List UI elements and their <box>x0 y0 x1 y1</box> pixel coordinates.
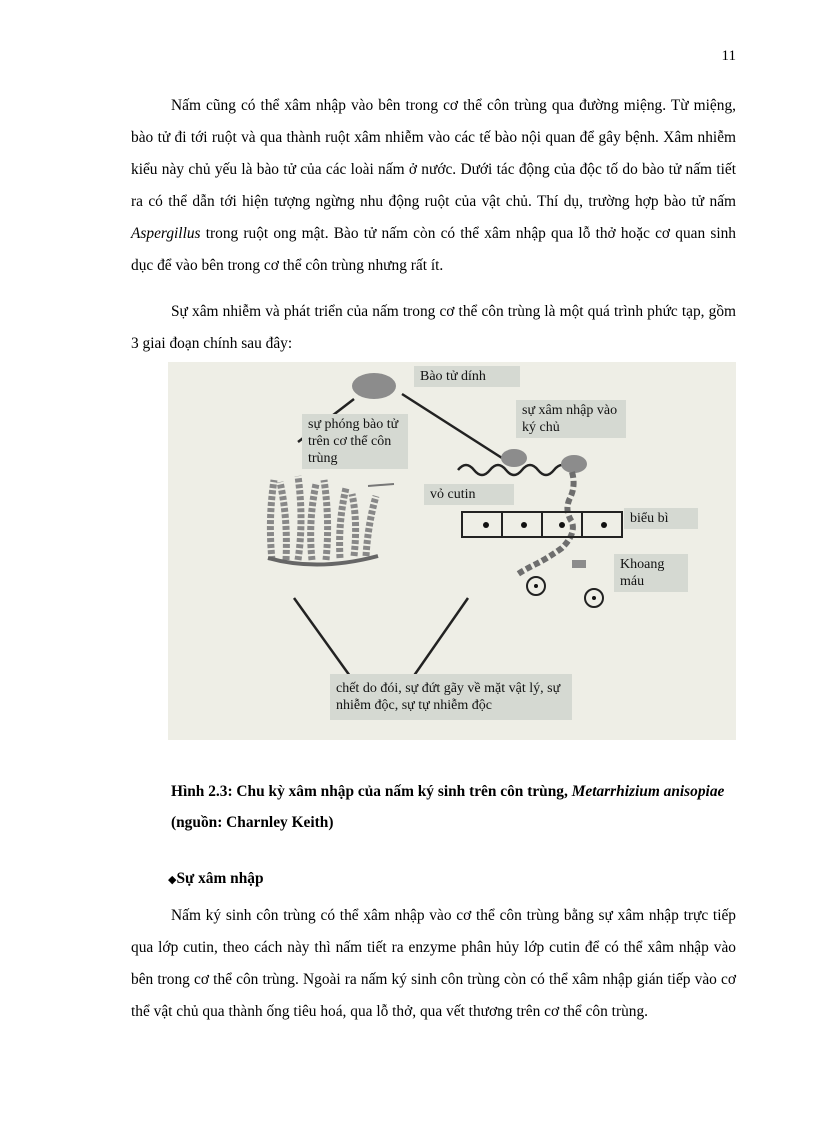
label-hemocoel: Khoang máu <box>614 554 688 592</box>
section-heading-text: Sự xâm nhập <box>176 870 264 887</box>
cell-nucleus <box>483 522 489 528</box>
germinating-spore <box>501 449 527 467</box>
paragraph-penetration: Nấm ký sinh côn trùng có thể xâm nhập vào cơ thể côn trùng bằng sự xâm nhập trực tiếp qua lớp cutin, theo cách này thì nấm tiết ra enzyme phân hủy lớp cutin để có thể xâm nhập vào bên trong cơ thể côn trùng. Ngoài ra nấm ký sinh côn trùng còn có thể xâm nhập gián tiếp vào cơ thể vật chủ qua thành ống tiêu hoá, qua lỗ thở, qua vết thương trên cơ thể côn trùng. <box>131 907 736 1020</box>
genus-name: Aspergillus <box>131 225 201 242</box>
label-penetration: sự xâm nhập vào ký chủ <box>516 400 626 438</box>
label-epidermis: biểu bì <box>624 508 698 529</box>
figure-caption <box>131 776 736 838</box>
blood-cell-nucleus <box>534 584 538 588</box>
diamond-bullet-icon: ◆ <box>168 874 177 886</box>
blood-cell-nucleus <box>592 596 596 600</box>
paragraph-text: Nấm cũng có thể xâm nhập vào bên trong cơ thể côn trùng qua đường miệng. Từ miệng, bào tử đi tới ruột và qua thành ruột xâm nhiễm vào các tế bào nội quan để gây bệnh. Xâm nhiễm kiểu này chủ yếu là bào tử của các loài nấm ở nước. Dưới tác động của độc tố do bào tử nấm tiết ra có thể dẫn tới hiện tượng ngừng nhu động ruột của vật chủ. Thí dụ, trường hợp bào tử nấm <box>131 97 736 210</box>
surface-marker <box>368 484 394 486</box>
spore-shape <box>352 373 396 399</box>
cycle-line-right-top <box>402 394 502 458</box>
penetrating-hypha <box>518 472 574 574</box>
cell-nucleus <box>521 522 527 528</box>
paragraph-infection-stages: Sự xâm nhiễm và phát triển của nấm trong cơ thể côn trùng là một quá trình phức tạp, gồm 3 giai đoạn chính sau đây: <box>131 303 736 352</box>
infection-cycle-figure <box>168 362 736 740</box>
caption-species: Metarrhizium anisopiae <box>571 783 725 800</box>
appressorium <box>561 455 587 473</box>
conidiophore-cluster <box>270 476 376 560</box>
section-heading <box>168 870 264 888</box>
cell-nucleus <box>559 522 565 528</box>
caption-source: (nguồn: Charnley Keith) <box>171 814 334 831</box>
label-sporulation: sự phóng bào tử trên cơ thể côn trùng <box>302 414 408 469</box>
label-spore: Bào tử dính <box>414 366 520 387</box>
paragraph-text: trong ruột ong mật. Bào tử nấm còn có thể xâm nhập qua lỗ thở hoặc cơ quan sinh dục để vào bên trong cơ thể côn trùng nhưng rất ít. <box>131 225 736 274</box>
cell-nucleus <box>601 522 607 528</box>
caption-prefix: Hình 2.3: Chu kỳ xâm nhập của nấm ký sinh trên côn trùng, <box>171 783 572 800</box>
page-number: 11 <box>721 48 736 64</box>
paragraph-oral-infection <box>131 90 736 282</box>
label-cuticle: vỏ cutin <box>424 484 514 505</box>
label-death: chết do đói, sự đứt gãy về mặt vật lý, sự nhiễm độc, sự tự nhiễm độc <box>330 674 572 720</box>
blastospore <box>572 560 586 568</box>
